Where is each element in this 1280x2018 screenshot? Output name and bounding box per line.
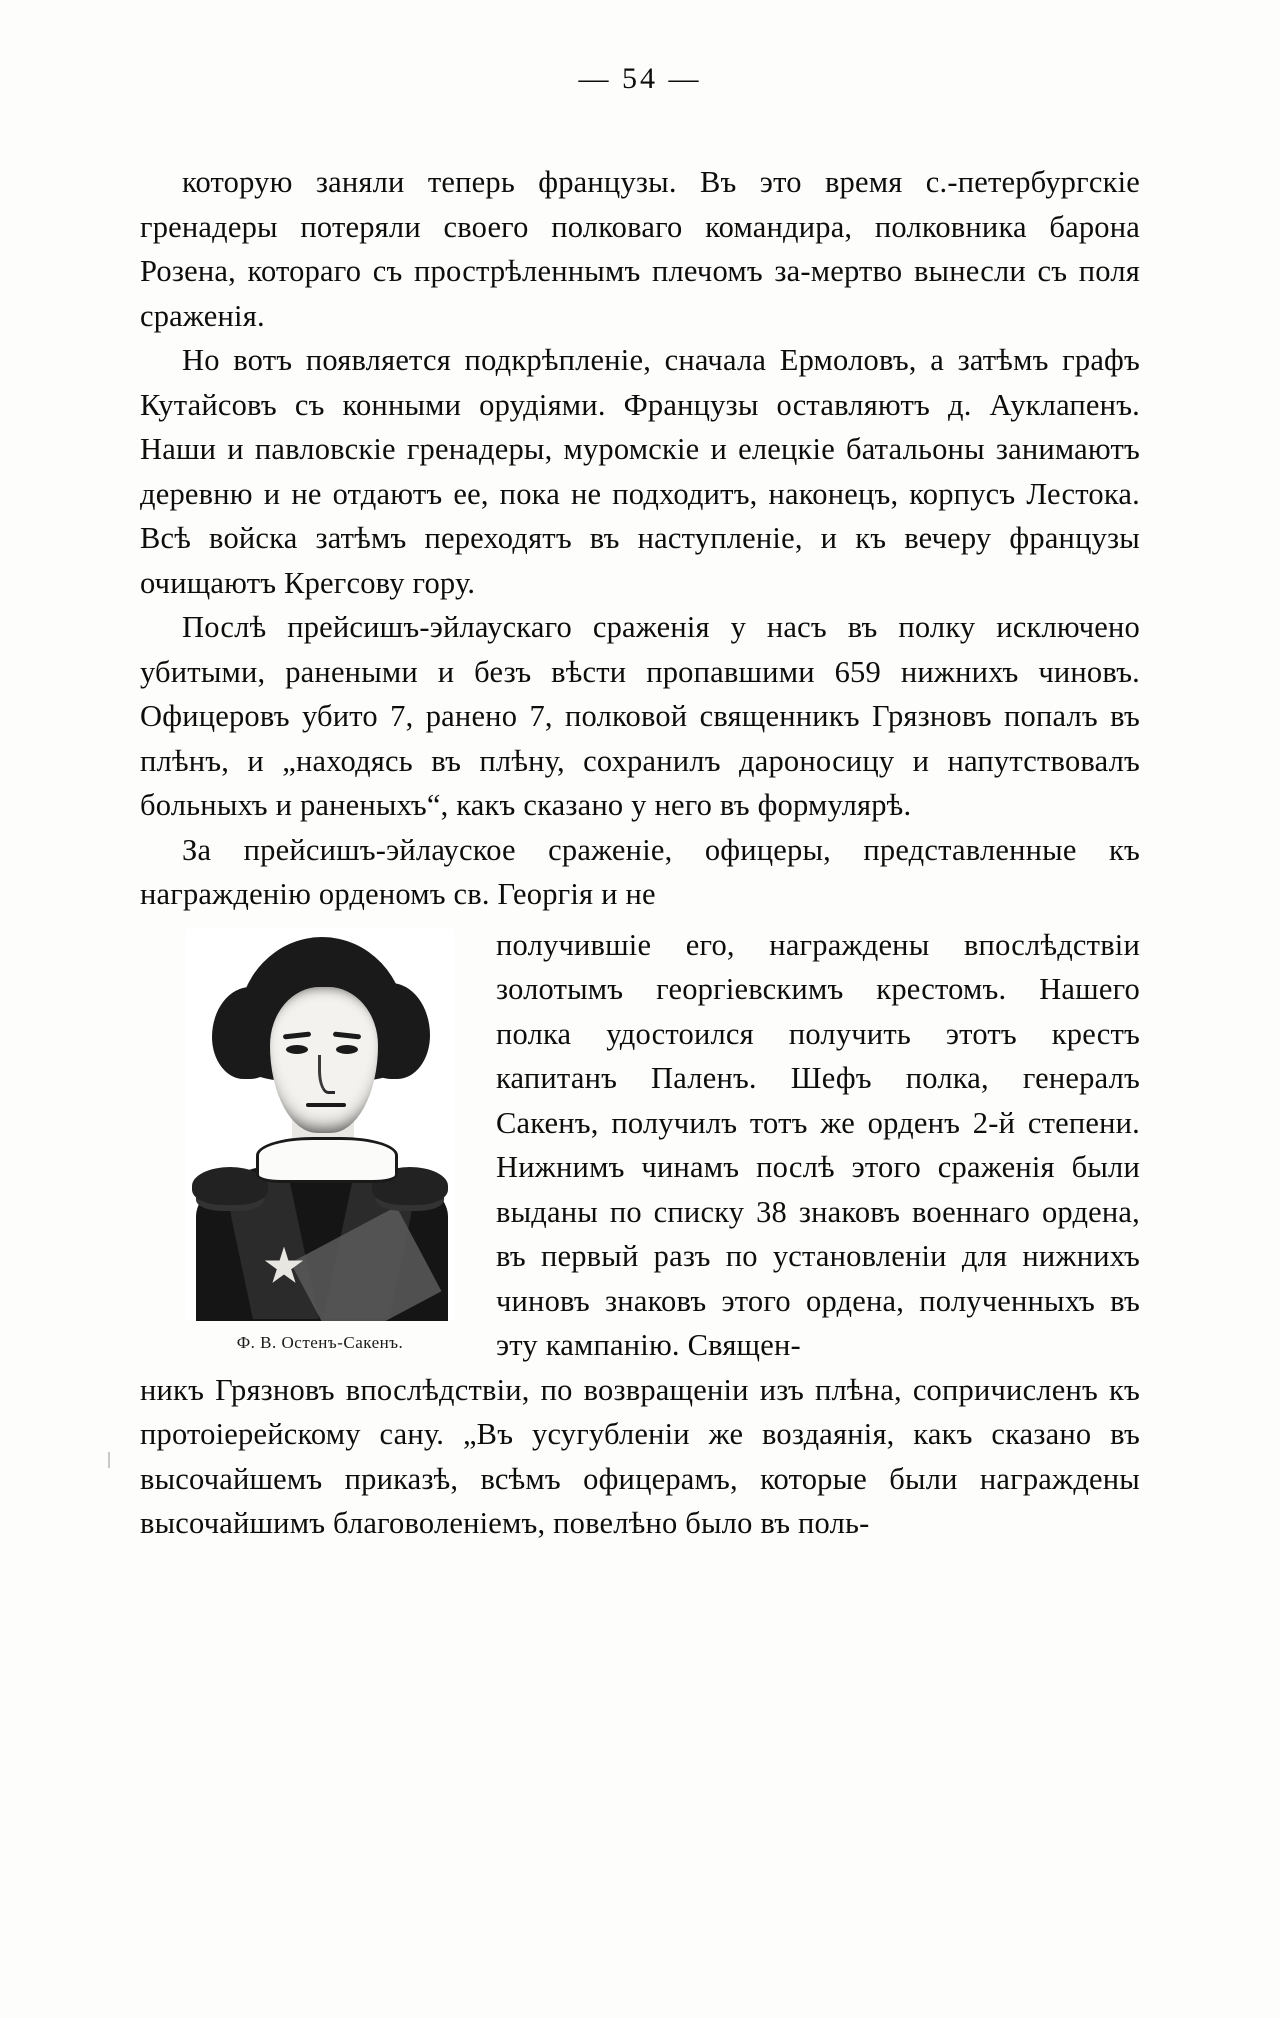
paragraph-4-wrapped: получившіе его, награждены впослѣдствіи золотымъ георгіевскимъ крестомъ. Нашего полка удостоился получить этотъ крестъ капитанъ Паленъ. Шефъ полка, генералъ Сакенъ, получилъ тотъ же орденъ 2-й степени. Нижнимъ чинамъ послѣ этого сраженія были выданы по списку 38 знаковъ военнаго ордена, въ первый разъ по установленіи для нижнихъ чиновъ знаковъ этого ордена, полученныхъ въ эту кампанію. Священ- (496, 927, 1140, 1362)
eye-right-shape (336, 1045, 358, 1054)
paragraph-4-end: никъ Грязновъ впослѣдствіи, по возвращеніи изъ плѣна, сопричисленъ къ протоіерейскому сану. „Въ усугубленіи же воздаянія, какъ сказано въ высочайшемъ приказѣ, всѣмъ офицерамъ, которые были награждены высочайшимъ благоволеніемъ, повелѣно было въ поль- (140, 1372, 1140, 1540)
portrait-figure (170, 929, 470, 1353)
page-number: — 54 — (578, 62, 702, 95)
mouth-shape (306, 1103, 346, 1107)
figure-caption: Ф. В. Остенъ-Сакенъ. (236, 1332, 404, 1352)
figure-with-wrapped-text (140, 923, 1140, 1368)
page-edge-tick (108, 1452, 110, 1468)
paragraph-3: Послѣ прейсишъ-эйлаускаго сраженія у насъ въ полку исключено убитыми, ранеными и безъ вѣсти пропавшими 659 нижнихъ чиновъ. Офицеровъ убито 7, ранено 7, полковой священникъ Грязновъ попалъ въ плѣнъ, и „находясь въ плѣну, сохранилъ дароносицу и напутствовалъ больныхъ и раненыхъ“, какъ сказано у него въ формулярѣ. (140, 610, 1140, 822)
paragraph-4-start: За прейсишъ-эйлауское сраженіе, офицеры, представленные къ награжденію орденомъ св. Георгія и не (140, 832, 1140, 911)
body-text-column (140, 160, 1140, 1546)
collar-shape (256, 1137, 398, 1183)
eye-left-shape (286, 1045, 308, 1054)
nose-shape (318, 1055, 335, 1094)
paragraph-1: которую заняли теперь французы. Въ это время с.-петербургскіе гренадеры потеряли своего полковаго командира, полковника барона Розена, котораго съ прострѣленнымъ плечомъ за-мертво вынесли съ поля сраженія. (140, 165, 1140, 333)
portrait-engraving (186, 929, 454, 1321)
paragraph-2: Но вотъ появляется подкрѣпленіе, сначала Ермоловъ, а затѣмъ графъ Кутайсовъ съ конными орудіями. Французы оставляютъ д. Ауклапенъ. Наши и павловскіе гренадеры, муромскіе и елецкіе батальоны занимаютъ деревню и не отдаютъ ее, пока не подходитъ, наконецъ, корпусъ Лестока. Всѣ войска затѣмъ переходятъ въ наступленіе, и къ вечеру французы очищаютъ Крегсову гору. (140, 343, 1140, 600)
